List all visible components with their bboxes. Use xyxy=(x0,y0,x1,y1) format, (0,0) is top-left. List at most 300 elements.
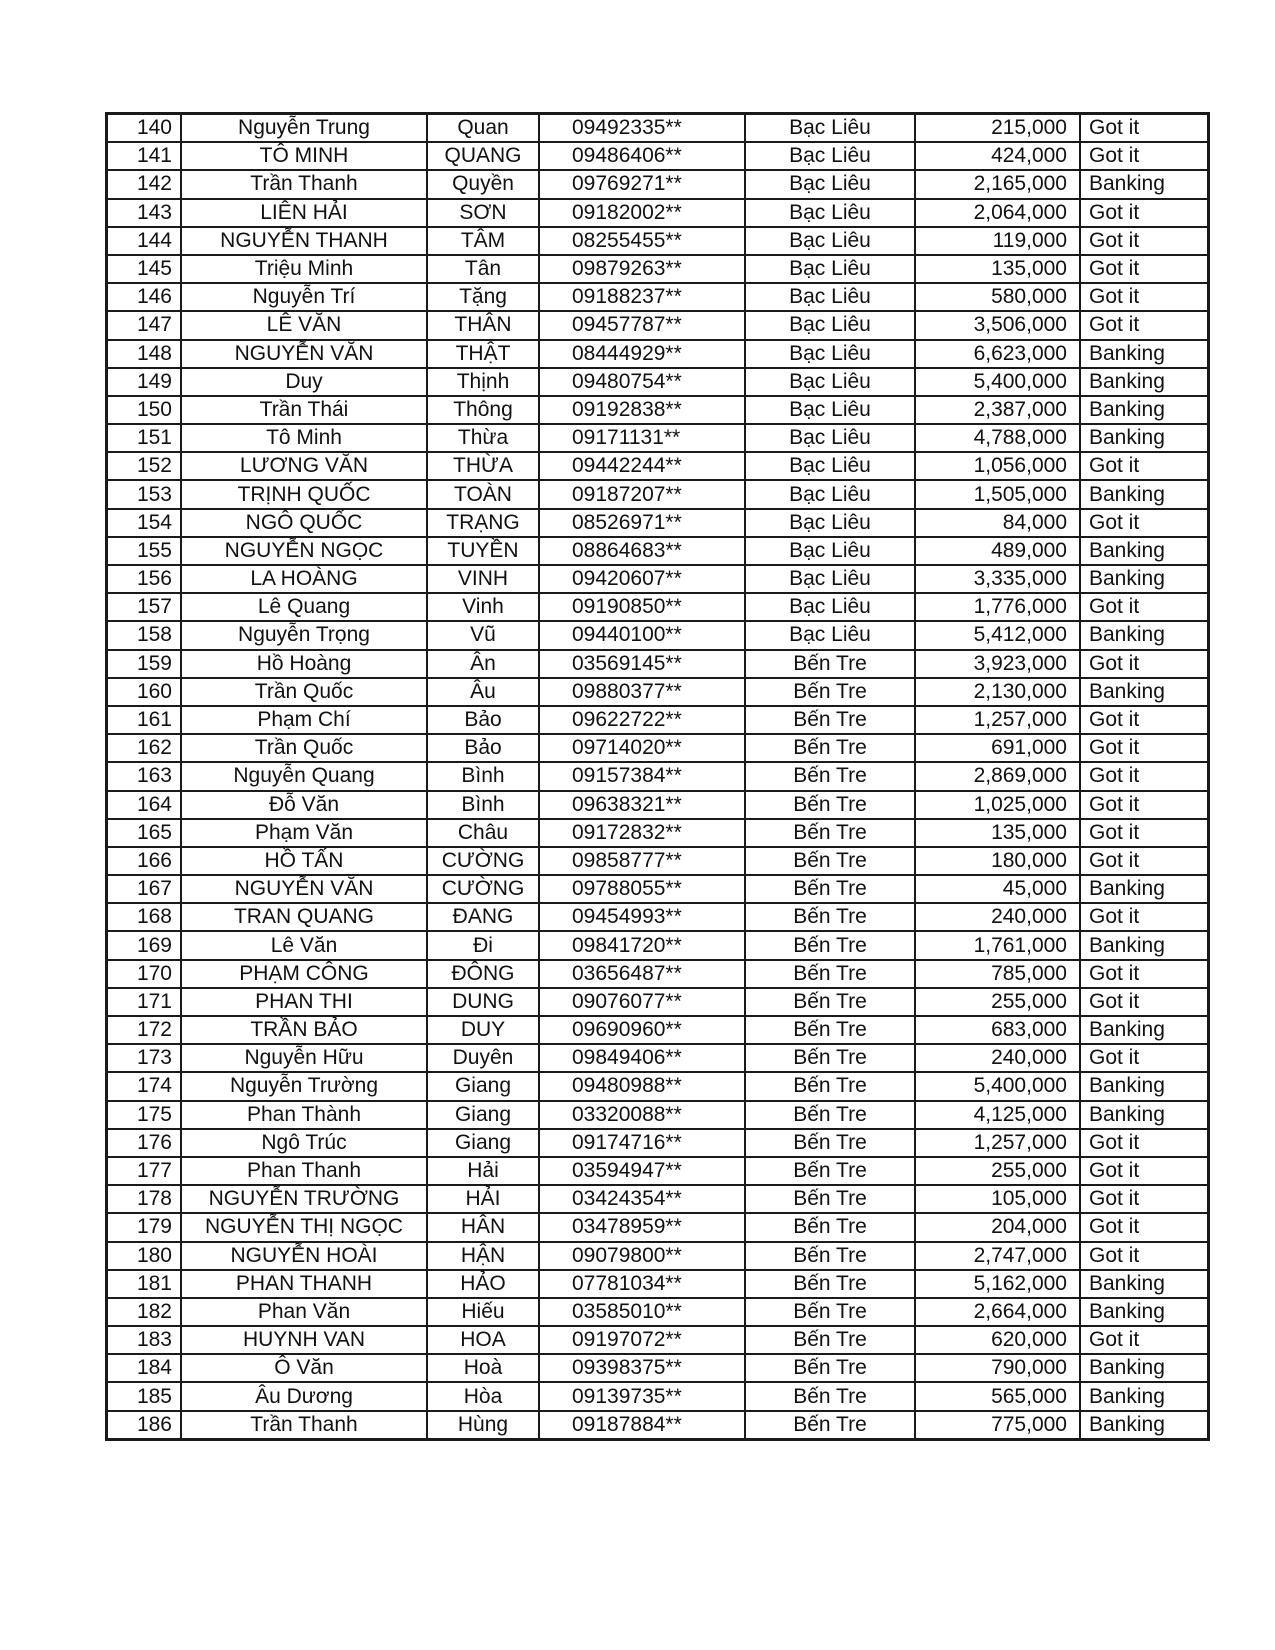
first-name-cell: QUANG xyxy=(427,142,539,170)
first-name-cell: TUYỀN xyxy=(427,537,539,565)
payment-method-cell: Banking xyxy=(1080,1072,1209,1100)
amount-cell: 5,412,000 xyxy=(915,621,1080,649)
province-cell: Bến Tre xyxy=(745,988,915,1016)
table-row xyxy=(107,537,1209,565)
row-number-cell: 165 xyxy=(107,819,182,847)
table-row xyxy=(107,903,1209,931)
last-name-cell: Phan Thanh xyxy=(181,1157,427,1185)
last-name-cell: Nguyễn Trí xyxy=(181,283,427,311)
last-name-cell: LÊ VĂN xyxy=(181,311,427,339)
last-name-cell: Ngô Trúc xyxy=(181,1129,427,1157)
last-name-cell: TRẦN BẢO xyxy=(181,1016,427,1044)
province-cell: Bạc Liêu xyxy=(745,199,915,227)
amount-cell: 105,000 xyxy=(915,1185,1080,1213)
payment-method-cell: Got it xyxy=(1080,227,1209,255)
payment-method-cell: Banking xyxy=(1080,1411,1209,1440)
amount-cell: 215,000 xyxy=(915,114,1080,143)
first-name-cell: CƯỜNG xyxy=(427,875,539,903)
payment-method-cell: Got it xyxy=(1080,509,1209,537)
phone-cell: 03585010** xyxy=(539,1298,745,1326)
phone-cell: 09139735** xyxy=(539,1382,745,1410)
amount-cell: 2,869,000 xyxy=(915,762,1080,790)
amount-cell: 84,000 xyxy=(915,509,1080,537)
amount-cell: 4,788,000 xyxy=(915,424,1080,452)
payment-method-cell: Banking xyxy=(1080,480,1209,508)
province-cell: Bạc Liêu xyxy=(745,424,915,452)
province-cell: Bến Tre xyxy=(745,791,915,819)
province-cell: Bến Tre xyxy=(745,875,915,903)
amount-cell: 3,335,000 xyxy=(915,565,1080,593)
phone-cell: 09187884** xyxy=(539,1411,745,1440)
first-name-cell: Thịnh xyxy=(427,368,539,396)
payment-method-cell: Banking xyxy=(1080,931,1209,959)
province-cell: Bạc Liêu xyxy=(745,621,915,649)
first-name-cell: THÂN xyxy=(427,311,539,339)
phone-cell: 09769271** xyxy=(539,170,745,198)
row-number-cell: 169 xyxy=(107,931,182,959)
amount-cell: 5,162,000 xyxy=(915,1270,1080,1298)
province-cell: Bến Tre xyxy=(745,1326,915,1354)
first-name-cell: TÂM xyxy=(427,227,539,255)
row-number-cell: 170 xyxy=(107,960,182,988)
last-name-cell: Phan Văn xyxy=(181,1298,427,1326)
province-cell: Bạc Liêu xyxy=(745,311,915,339)
phone-cell: 09486406** xyxy=(539,142,745,170)
payment-method-cell: Got it xyxy=(1080,1213,1209,1241)
first-name-cell: Tân xyxy=(427,255,539,283)
last-name-cell: PHẠM CÔNG xyxy=(181,960,427,988)
row-number-cell: 149 xyxy=(107,368,182,396)
province-cell: Bạc Liêu xyxy=(745,340,915,368)
table-row xyxy=(107,1213,1209,1241)
province-cell: Bạc Liêu xyxy=(745,114,915,143)
last-name-cell: Duy xyxy=(181,368,427,396)
table-row xyxy=(107,1354,1209,1382)
row-number-cell: 160 xyxy=(107,678,182,706)
phone-cell: 03594947** xyxy=(539,1157,745,1185)
row-number-cell: 167 xyxy=(107,875,182,903)
amount-cell: 3,506,000 xyxy=(915,311,1080,339)
payment-method-cell: Got it xyxy=(1080,988,1209,1016)
amount-cell: 135,000 xyxy=(915,255,1080,283)
province-cell: Bến Tre xyxy=(745,847,915,875)
phone-cell: 09454993** xyxy=(539,903,745,931)
amount-cell: 565,000 xyxy=(915,1382,1080,1410)
first-name-cell: Hiếu xyxy=(427,1298,539,1326)
phone-cell: 09079800** xyxy=(539,1242,745,1270)
phone-cell: 09841720** xyxy=(539,931,745,959)
amount-cell: 424,000 xyxy=(915,142,1080,170)
first-name-cell: Đi xyxy=(427,931,539,959)
amount-cell: 255,000 xyxy=(915,1157,1080,1185)
payment-method-cell: Banking xyxy=(1080,1354,1209,1382)
table-row xyxy=(107,1157,1209,1185)
province-cell: Bạc Liêu xyxy=(745,368,915,396)
payment-method-cell: Got it xyxy=(1080,1044,1209,1072)
payment-method-cell: Got it xyxy=(1080,1185,1209,1213)
table-row xyxy=(107,199,1209,227)
amount-cell: 1,056,000 xyxy=(915,452,1080,480)
province-cell: Bến Tre xyxy=(745,1072,915,1100)
first-name-cell: HOA xyxy=(427,1326,539,1354)
payment-method-cell: Banking xyxy=(1080,340,1209,368)
row-number-cell: 150 xyxy=(107,396,182,424)
table-row xyxy=(107,368,1209,396)
payment-method-cell: Got it xyxy=(1080,1157,1209,1185)
row-number-cell: 153 xyxy=(107,480,182,508)
phone-cell: 08255455** xyxy=(539,227,745,255)
payment-method-cell: Banking xyxy=(1080,368,1209,396)
province-cell: Bến Tre xyxy=(745,1185,915,1213)
first-name-cell: Tặng xyxy=(427,283,539,311)
table-row xyxy=(107,255,1209,283)
row-number-cell: 181 xyxy=(107,1270,182,1298)
table-row xyxy=(107,931,1209,959)
row-number-cell: 155 xyxy=(107,537,182,565)
row-number-cell: 184 xyxy=(107,1354,182,1382)
amount-cell: 135,000 xyxy=(915,819,1080,847)
first-name-cell: Âu xyxy=(427,678,539,706)
province-cell: Bến Tre xyxy=(745,1157,915,1185)
table-row xyxy=(107,1270,1209,1298)
amount-cell: 5,400,000 xyxy=(915,1072,1080,1100)
last-name-cell: Nguyễn Trường xyxy=(181,1072,427,1100)
amount-cell: 180,000 xyxy=(915,847,1080,875)
first-name-cell: Quan xyxy=(427,114,539,143)
row-number-cell: 146 xyxy=(107,283,182,311)
first-name-cell: Bảo xyxy=(427,734,539,762)
row-number-cell: 161 xyxy=(107,706,182,734)
phone-cell: 03569145** xyxy=(539,650,745,678)
table-row xyxy=(107,114,1209,143)
row-number-cell: 176 xyxy=(107,1129,182,1157)
row-number-cell: 163 xyxy=(107,762,182,790)
row-number-cell: 145 xyxy=(107,255,182,283)
phone-cell: 09076077** xyxy=(539,988,745,1016)
province-cell: Bến Tre xyxy=(745,903,915,931)
row-number-cell: 141 xyxy=(107,142,182,170)
row-number-cell: 164 xyxy=(107,791,182,819)
row-number-cell: 173 xyxy=(107,1044,182,1072)
row-number-cell: 158 xyxy=(107,621,182,649)
first-name-cell: Giang xyxy=(427,1072,539,1100)
payment-method-cell: Banking xyxy=(1080,678,1209,706)
table-row xyxy=(107,1044,1209,1072)
payment-method-cell: Got it xyxy=(1080,1242,1209,1270)
first-name-cell: THẬT xyxy=(427,340,539,368)
payment-method-cell: Banking xyxy=(1080,1298,1209,1326)
phone-cell: 08444929** xyxy=(539,340,745,368)
row-number-cell: 180 xyxy=(107,1242,182,1270)
table-row xyxy=(107,734,1209,762)
table-row xyxy=(107,452,1209,480)
first-name-cell: Vinh xyxy=(427,593,539,621)
amount-cell: 2,664,000 xyxy=(915,1298,1080,1326)
last-name-cell: Phan Thành xyxy=(181,1101,427,1129)
table-row xyxy=(107,1129,1209,1157)
payment-method-cell: Banking xyxy=(1080,875,1209,903)
phone-cell: 09197072** xyxy=(539,1326,745,1354)
phone-cell: 09398375** xyxy=(539,1354,745,1382)
table-row xyxy=(107,678,1209,706)
amount-cell: 1,257,000 xyxy=(915,1129,1080,1157)
province-cell: Bến Tre xyxy=(745,1270,915,1298)
last-name-cell: TRỊNH QUỐC xyxy=(181,480,427,508)
phone-cell: 09480988** xyxy=(539,1072,745,1100)
last-name-cell: Phạm Chí xyxy=(181,706,427,734)
last-name-cell: Lê Quang xyxy=(181,593,427,621)
phone-cell: 03424354** xyxy=(539,1185,745,1213)
row-number-cell: 175 xyxy=(107,1101,182,1129)
province-cell: Bến Tre xyxy=(745,1354,915,1382)
amount-cell: 775,000 xyxy=(915,1411,1080,1440)
payment-method-cell: Got it xyxy=(1080,1326,1209,1354)
last-name-cell: HỒ TẤN xyxy=(181,847,427,875)
winners-table xyxy=(105,112,1210,1441)
province-cell: Bạc Liêu xyxy=(745,396,915,424)
first-name-cell: Hải xyxy=(427,1157,539,1185)
province-cell: Bạc Liêu xyxy=(745,255,915,283)
row-number-cell: 177 xyxy=(107,1157,182,1185)
payment-method-cell: Got it xyxy=(1080,650,1209,678)
table-row xyxy=(107,424,1209,452)
province-cell: Bến Tre xyxy=(745,734,915,762)
payment-method-cell: Got it xyxy=(1080,706,1209,734)
first-name-cell: SƠN xyxy=(427,199,539,227)
payment-method-cell: Got it xyxy=(1080,114,1209,143)
row-number-cell: 178 xyxy=(107,1185,182,1213)
payment-method-cell: Banking xyxy=(1080,1382,1209,1410)
province-cell: Bến Tre xyxy=(745,1016,915,1044)
first-name-cell: ĐANG xyxy=(427,903,539,931)
phone-cell: 09622722** xyxy=(539,706,745,734)
phone-cell: 09714020** xyxy=(539,734,745,762)
payment-method-cell: Got it xyxy=(1080,903,1209,931)
last-name-cell: Trần Thái xyxy=(181,396,427,424)
phone-cell: 09442244** xyxy=(539,452,745,480)
row-number-cell: 151 xyxy=(107,424,182,452)
payment-method-cell: Got it xyxy=(1080,1129,1209,1157)
phone-cell: 09690960** xyxy=(539,1016,745,1044)
amount-cell: 1,761,000 xyxy=(915,931,1080,959)
amount-cell: 1,025,000 xyxy=(915,791,1080,819)
payment-method-cell: Got it xyxy=(1080,142,1209,170)
province-cell: Bến Tre xyxy=(745,1242,915,1270)
table-row xyxy=(107,509,1209,537)
payment-method-cell: Banking xyxy=(1080,424,1209,452)
row-number-cell: 144 xyxy=(107,227,182,255)
amount-cell: 2,130,000 xyxy=(915,678,1080,706)
province-cell: Bạc Liêu xyxy=(745,480,915,508)
first-name-cell: ĐÔNG xyxy=(427,960,539,988)
province-cell: Bến Tre xyxy=(745,1044,915,1072)
first-name-cell: HẢI xyxy=(427,1185,539,1213)
phone-cell: 09157384** xyxy=(539,762,745,790)
table-row xyxy=(107,960,1209,988)
table-row xyxy=(107,988,1209,1016)
province-cell: Bạc Liêu xyxy=(745,170,915,198)
phone-cell: 09849406** xyxy=(539,1044,745,1072)
phone-cell: 08864683** xyxy=(539,537,745,565)
first-name-cell: Thông xyxy=(427,396,539,424)
phone-cell: 03320088** xyxy=(539,1101,745,1129)
province-cell: Bến Tre xyxy=(745,650,915,678)
table-row xyxy=(107,1382,1209,1410)
phone-cell: 09492335** xyxy=(539,114,745,143)
table-row xyxy=(107,1185,1209,1213)
amount-cell: 119,000 xyxy=(915,227,1080,255)
province-cell: Bến Tre xyxy=(745,706,915,734)
first-name-cell: HẢO xyxy=(427,1270,539,1298)
amount-cell: 2,387,000 xyxy=(915,396,1080,424)
first-name-cell: Bình xyxy=(427,791,539,819)
last-name-cell: Nguyễn Trung xyxy=(181,114,427,143)
amount-cell: 683,000 xyxy=(915,1016,1080,1044)
amount-cell: 4,125,000 xyxy=(915,1101,1080,1129)
amount-cell: 790,000 xyxy=(915,1354,1080,1382)
amount-cell: 1,505,000 xyxy=(915,480,1080,508)
payment-method-cell: Banking xyxy=(1080,1270,1209,1298)
row-number-cell: 140 xyxy=(107,114,182,143)
payment-method-cell: Got it xyxy=(1080,311,1209,339)
row-number-cell: 143 xyxy=(107,199,182,227)
last-name-cell: Tô Minh xyxy=(181,424,427,452)
payment-method-cell: Banking xyxy=(1080,621,1209,649)
table-row xyxy=(107,340,1209,368)
table-row xyxy=(107,1242,1209,1270)
table-row xyxy=(107,1016,1209,1044)
last-name-cell: Đỗ Văn xyxy=(181,791,427,819)
payment-method-cell: Got it xyxy=(1080,791,1209,819)
province-cell: Bạc Liêu xyxy=(745,227,915,255)
amount-cell: 255,000 xyxy=(915,988,1080,1016)
province-cell: Bến Tre xyxy=(745,1382,915,1410)
last-name-cell: LA HOÀNG xyxy=(181,565,427,593)
province-cell: Bến Tre xyxy=(745,931,915,959)
province-cell: Bến Tre xyxy=(745,762,915,790)
first-name-cell: THỪA xyxy=(427,452,539,480)
amount-cell: 2,165,000 xyxy=(915,170,1080,198)
table-row xyxy=(107,1411,1209,1440)
row-number-cell: 172 xyxy=(107,1016,182,1044)
table-row xyxy=(107,875,1209,903)
table-row xyxy=(107,1072,1209,1100)
province-cell: Bạc Liêu xyxy=(745,565,915,593)
payment-method-cell: Got it xyxy=(1080,199,1209,227)
last-name-cell: Trần Quốc xyxy=(181,734,427,762)
last-name-cell: Trần Thanh xyxy=(181,170,427,198)
table-row xyxy=(107,170,1209,198)
first-name-cell: Hòa xyxy=(427,1382,539,1410)
row-number-cell: 183 xyxy=(107,1326,182,1354)
phone-cell: 09788055** xyxy=(539,875,745,903)
amount-cell: 3,923,000 xyxy=(915,650,1080,678)
table-row xyxy=(107,593,1209,621)
last-name-cell: Nguyễn Quang xyxy=(181,762,427,790)
phone-cell: 09480754** xyxy=(539,368,745,396)
province-cell: Bạc Liêu xyxy=(745,283,915,311)
payment-method-cell: Got it xyxy=(1080,593,1209,621)
first-name-cell: Bình xyxy=(427,762,539,790)
first-name-cell: Duyên xyxy=(427,1044,539,1072)
phone-cell: 07781034** xyxy=(539,1270,745,1298)
row-number-cell: 166 xyxy=(107,847,182,875)
amount-cell: 620,000 xyxy=(915,1326,1080,1354)
phone-cell: 09858777** xyxy=(539,847,745,875)
row-number-cell: 154 xyxy=(107,509,182,537)
first-name-cell: TRẠNG xyxy=(427,509,539,537)
phone-cell: 09457787** xyxy=(539,311,745,339)
payment-method-cell: Banking xyxy=(1080,565,1209,593)
row-number-cell: 179 xyxy=(107,1213,182,1241)
last-name-cell: Hồ Hoàng xyxy=(181,650,427,678)
province-cell: Bến Tre xyxy=(745,678,915,706)
first-name-cell: Vũ xyxy=(427,621,539,649)
province-cell: Bến Tre xyxy=(745,1411,915,1440)
payment-method-cell: Banking xyxy=(1080,396,1209,424)
last-name-cell: Phạm Văn xyxy=(181,819,427,847)
row-number-cell: 142 xyxy=(107,170,182,198)
last-name-cell: PHAN THANH xyxy=(181,1270,427,1298)
last-name-cell: NGUYỄN HOÀI xyxy=(181,1242,427,1270)
payment-method-cell: Got it xyxy=(1080,762,1209,790)
amount-cell: 489,000 xyxy=(915,537,1080,565)
phone-cell: 09171131** xyxy=(539,424,745,452)
last-name-cell: Trần Thanh xyxy=(181,1411,427,1440)
last-name-cell: HUYNH VAN xyxy=(181,1326,427,1354)
payment-method-cell: Got it xyxy=(1080,283,1209,311)
row-number-cell: 185 xyxy=(107,1382,182,1410)
phone-cell: 09880377** xyxy=(539,678,745,706)
province-cell: Bến Tre xyxy=(745,960,915,988)
amount-cell: 2,747,000 xyxy=(915,1242,1080,1270)
phone-cell: 09192838** xyxy=(539,396,745,424)
payment-method-cell: Got it xyxy=(1080,734,1209,762)
amount-cell: 785,000 xyxy=(915,960,1080,988)
table-row xyxy=(107,650,1209,678)
amount-cell: 580,000 xyxy=(915,283,1080,311)
amount-cell: 240,000 xyxy=(915,903,1080,931)
row-number-cell: 162 xyxy=(107,734,182,762)
phone-cell: 09182002** xyxy=(539,199,745,227)
phone-cell: 03478959** xyxy=(539,1213,745,1241)
last-name-cell: Ô Văn xyxy=(181,1354,427,1382)
phone-cell: 09187207** xyxy=(539,480,745,508)
row-number-cell: 157 xyxy=(107,593,182,621)
province-cell: Bến Tre xyxy=(745,1213,915,1241)
province-cell: Bạc Liêu xyxy=(745,537,915,565)
table-row xyxy=(107,1326,1209,1354)
amount-cell: 691,000 xyxy=(915,734,1080,762)
last-name-cell: NGÔ QUỐC xyxy=(181,509,427,537)
row-number-cell: 148 xyxy=(107,340,182,368)
province-cell: Bến Tre xyxy=(745,819,915,847)
last-name-cell: NGUYỄN NGỌC xyxy=(181,537,427,565)
row-number-cell: 186 xyxy=(107,1411,182,1440)
table-row xyxy=(107,1298,1209,1326)
phone-cell: 09879263** xyxy=(539,255,745,283)
last-name-cell: Lê Văn xyxy=(181,931,427,959)
phone-cell: 09188237** xyxy=(539,283,745,311)
amount-cell: 5,400,000 xyxy=(915,368,1080,396)
province-cell: Bạc Liêu xyxy=(745,142,915,170)
table-row xyxy=(107,762,1209,790)
last-name-cell: NGUYỄN VĂN xyxy=(181,340,427,368)
table-row xyxy=(107,1101,1209,1129)
first-name-cell: VINH xyxy=(427,565,539,593)
first-name-cell: TOÀN xyxy=(427,480,539,508)
first-name-cell: DUNG xyxy=(427,988,539,1016)
